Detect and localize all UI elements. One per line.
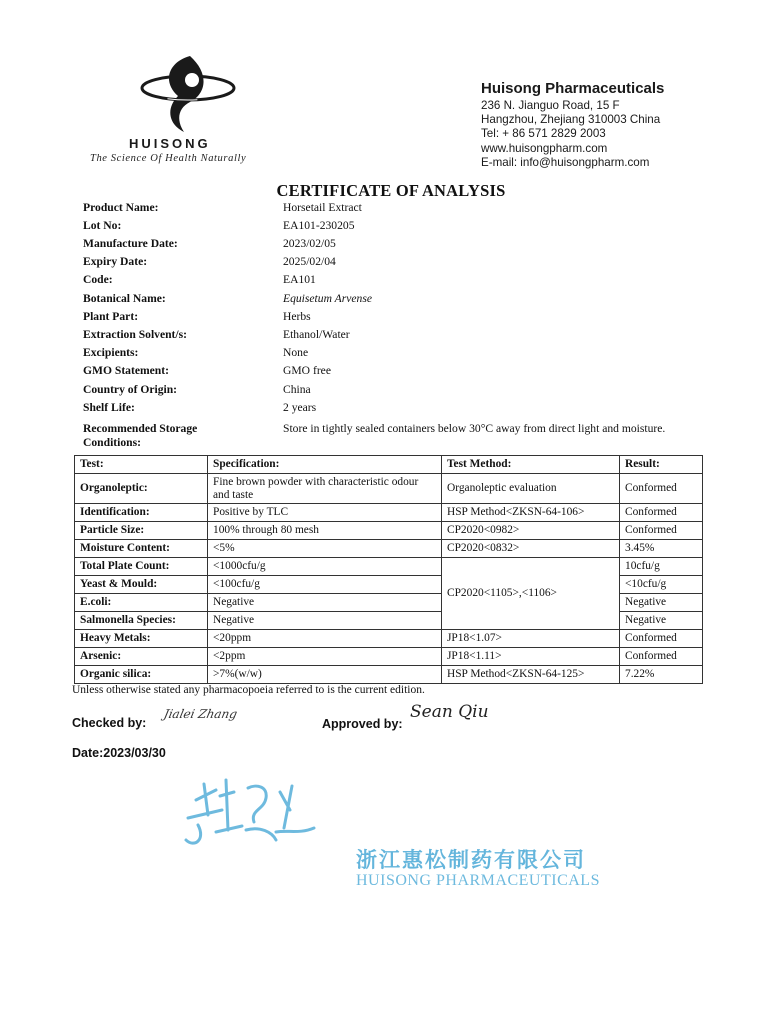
info-label: Extraction Solvent/s: <box>83 328 188 341</box>
info-value: Herbs <box>283 310 311 323</box>
result-cell: 3.45% <box>620 540 703 558</box>
info-label: GMO Statement: <box>83 364 169 377</box>
info-value: None <box>283 346 309 359</box>
table-row <box>75 522 703 540</box>
approved-by-label: Approved by: <box>322 717 403 731</box>
table-row <box>75 648 703 666</box>
info-value: 2025/02/04 <box>283 255 336 268</box>
method-cell: JP18<1.11> <box>442 648 620 666</box>
spec-cell: <100cfu/g <box>208 576 442 594</box>
method-cell-microbiology: CP2020<1105>,<1106> <box>442 558 620 630</box>
result-cell: Negative <box>620 594 703 612</box>
result-cell: Conformed <box>620 504 703 522</box>
spec-cell: <20ppm <box>208 630 442 648</box>
result-cell: Negative <box>620 612 703 630</box>
info-value: EA101 <box>283 273 316 286</box>
method-cell: Organoleptic evaluation <box>442 474 620 504</box>
checked-by-signature: Jialei Zhang <box>162 707 239 721</box>
spec-cell: <5% <box>208 540 442 558</box>
address-line: Hangzhou, Zhejiang 310003 China <box>481 113 661 127</box>
spec-cell: Fine brown powder with characteristic odour and taste <box>208 474 442 504</box>
test-cell: Organoleptic: <box>75 474 208 504</box>
column-header-test: Test: <box>75 456 208 474</box>
approved-by-signature: Sean Qiu <box>410 702 489 722</box>
test-cell: Organic silica: <box>75 666 208 684</box>
brand-tagline: The Science Of Health Naturally <box>90 153 247 164</box>
info-label: Recommended Storage Conditions: <box>83 422 198 449</box>
info-value: EA101-230205 <box>283 219 355 232</box>
table-header-row <box>75 456 703 474</box>
info-label: Expiry Date: <box>83 255 148 268</box>
seal-english-name: HUISONG PHARMACEUTICALS <box>356 872 600 889</box>
test-cell: Yeast & Mould: <box>75 576 208 594</box>
test-cell: Identification: <box>75 504 208 522</box>
seal-chinese-name: 浙江惠松制药有限公司 <box>356 848 586 872</box>
test-cell: Heavy Metals: <box>75 630 208 648</box>
brand-name: HUISONG <box>129 136 211 151</box>
table-row <box>75 630 703 648</box>
result-cell: 10cfu/g <box>620 558 703 576</box>
spec-cell: <2ppm <box>208 648 442 666</box>
checked-by-label: Checked by: <box>72 716 147 730</box>
spec-cell: Negative <box>208 594 442 612</box>
spec-cell: >7%(w/w) <box>208 666 442 684</box>
info-value: Horsetail Extract <box>283 201 362 214</box>
info-label: Country of Origin: <box>83 383 178 396</box>
email-link[interactable]: E-mail: info@huisongpharm.com <box>481 155 650 169</box>
method-cell: JP18<1.07> <box>442 630 620 648</box>
test-cell: Particle Size: <box>75 522 208 540</box>
test-cell: Moisture Content: <box>75 540 208 558</box>
result-cell: Conformed <box>620 648 703 666</box>
info-value: 2 years <box>283 401 317 414</box>
method-cell: CP2020<0832> <box>442 540 620 558</box>
phone-line: Tel: + 86 571 2829 2003 <box>481 127 606 141</box>
table-row <box>75 474 703 504</box>
company-address-block <box>481 80 664 170</box>
method-cell: HSP Method<ZKSN-64-125> <box>442 666 620 684</box>
result-cell: Conformed <box>620 474 703 504</box>
info-value: Ethanol/Water <box>283 328 350 341</box>
info-label: Excipients: <box>83 346 139 359</box>
spec-cell: 100% through 80 mesh <box>208 522 442 540</box>
result-cell: Conformed <box>620 522 703 540</box>
test-cell: Total Plate Count: <box>75 558 208 576</box>
company-seal <box>356 844 600 890</box>
approval-date: Date:2023/03/30 <box>72 746 166 760</box>
info-value: Store in tightly sealed containers below 30°C away from direct light and moisture. <box>283 422 666 435</box>
spec-cell: Negative <box>208 612 442 630</box>
result-cell: 7.22% <box>620 666 703 684</box>
result-cell: <10cfu/g <box>620 576 703 594</box>
spec-cell: Positive by TLC <box>208 504 442 522</box>
info-label: Botanical Name: <box>83 292 166 305</box>
info-label: Plant Part: <box>83 310 139 323</box>
test-cell: Arsenic: <box>75 648 208 666</box>
info-value: China <box>283 383 311 396</box>
test-cell: Salmonella Species: <box>75 612 208 630</box>
info-value: Equisetum Arvense <box>283 292 372 305</box>
info-label: Shelf Life: <box>83 401 135 414</box>
info-value: 2023/02/05 <box>283 237 336 250</box>
info-label: Manufacture Date: <box>83 237 178 250</box>
test-results-table <box>74 455 703 684</box>
info-label: Code: <box>83 273 113 286</box>
method-cell: HSP Method<ZKSN-64-106> <box>442 504 620 522</box>
huisong-logo-icon <box>128 52 248 142</box>
table-row <box>75 540 703 558</box>
column-header-specification: Specification: <box>208 456 442 474</box>
info-label: Lot No: <box>83 219 122 232</box>
document-title: CERTIFICATE OF ANALYSIS <box>276 181 506 200</box>
spec-cell: <1000cfu/g <box>208 558 442 576</box>
handwritten-signature-icon <box>176 770 326 860</box>
info-label: Product Name: <box>83 201 159 214</box>
company-name: Huisong Pharmaceuticals <box>481 80 665 97</box>
result-cell: Conformed <box>620 630 703 648</box>
table-row <box>75 666 703 684</box>
column-header-test-method: Test Method: <box>442 456 620 474</box>
column-header-result: Result: <box>620 456 703 474</box>
address-line: 236 N. Jianguo Road, 15 F <box>481 99 620 112</box>
website-link[interactable]: www.huisongpharm.com <box>481 141 608 155</box>
table-row <box>75 558 703 576</box>
test-cell: E.coli: <box>75 594 208 612</box>
method-cell: CP2020<0982> <box>442 522 620 540</box>
info-value: GMO free <box>283 364 331 377</box>
pharmacopoeia-note: Unless otherwise stated any pharmacopoeia referred to is the current edition. <box>72 684 425 696</box>
table-row <box>75 504 703 522</box>
